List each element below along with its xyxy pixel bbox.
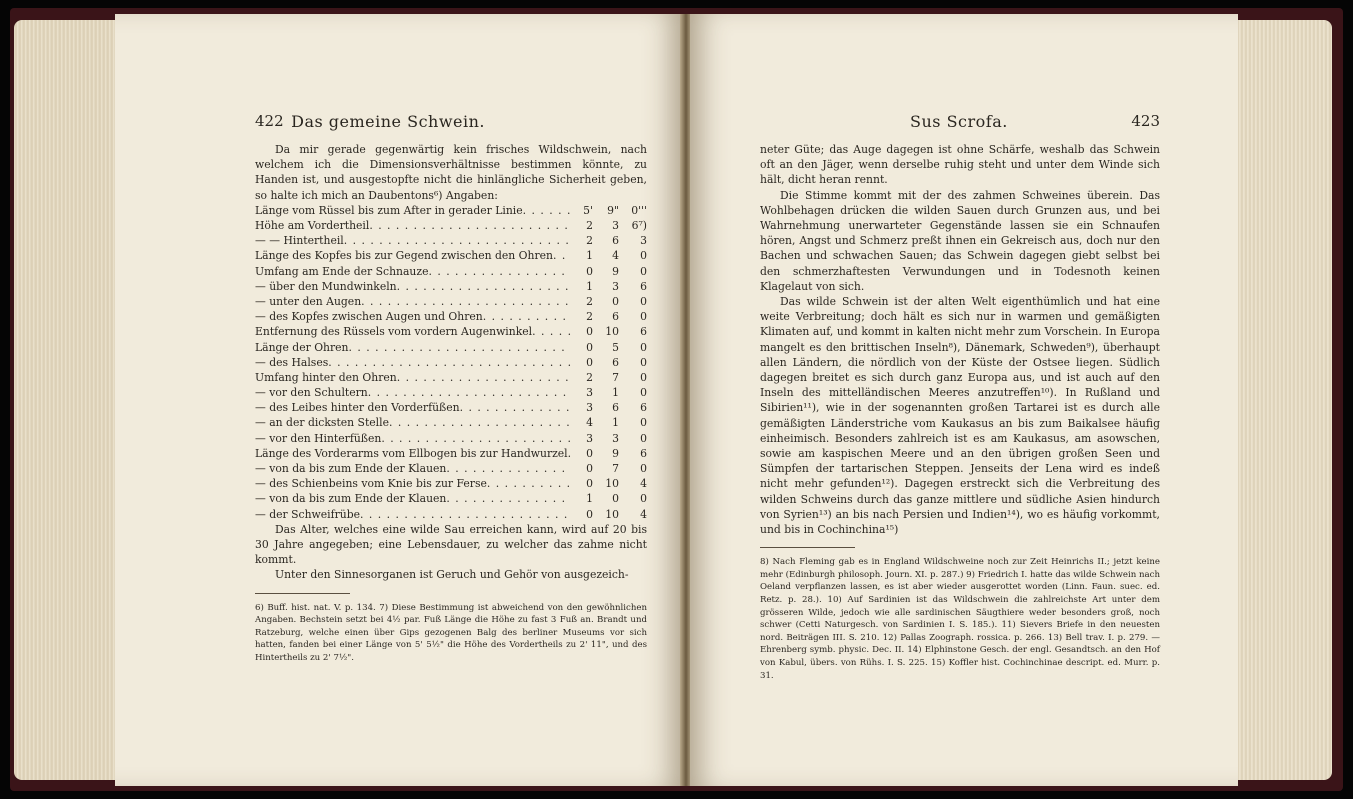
right-body xyxy=(760,142,1160,682)
measurement-label: — der Schweifrübe xyxy=(255,507,361,521)
measurement-lines: 0''' xyxy=(631,203,647,217)
measurement-label: — des Leibes hinter den Vorderfüßen xyxy=(255,401,460,415)
leader-dots xyxy=(523,203,571,218)
measurement-label: Höhe am Vordertheil xyxy=(255,219,370,232)
measurement-feet: 1 xyxy=(586,492,593,506)
left-running-title: Das gemeine Schwein. xyxy=(291,112,485,131)
measurement-row xyxy=(255,370,647,385)
measurement-lines: 0 xyxy=(640,310,647,324)
measurement-feet: 0 xyxy=(586,477,593,491)
measurement-row xyxy=(255,248,647,263)
measurement-row xyxy=(255,507,647,522)
measurement-lines: 6 xyxy=(640,446,647,460)
measurement-inches: 0 xyxy=(612,294,619,308)
leader-dots xyxy=(483,309,571,324)
leader-dots xyxy=(360,507,571,522)
measurement-feet: 0 xyxy=(586,264,593,278)
measurement-row xyxy=(255,415,647,430)
measurement-label: — vor den Schultern xyxy=(255,386,368,400)
measurement-feet: 0 xyxy=(586,340,593,354)
alter-paragraph: Das Alter, welches eine wilde Sau erreichen kann, wird auf 20 bis 30 Jahre angegeben; eine Lebensdauer, zu welcher das zahme nicht kommt. xyxy=(255,522,647,567)
measurement-feet: 2 xyxy=(586,294,593,308)
measurement-feet: 0 xyxy=(586,355,593,369)
measurement-inches: 9" xyxy=(607,203,619,217)
leader-dots xyxy=(553,248,571,263)
measurement-lines: 0 xyxy=(640,370,647,384)
measurement-row xyxy=(255,355,647,370)
measurement-row xyxy=(255,446,647,461)
measurement-table xyxy=(255,203,647,522)
measurement-inches: 3 xyxy=(612,431,619,445)
measurement-inches: 3 xyxy=(612,219,619,232)
leader-dots xyxy=(487,476,571,491)
measurement-label: — des Schienbeins vom Knie bis zur Ferse xyxy=(255,477,487,491)
measurement-row xyxy=(255,233,647,248)
leader-dots xyxy=(328,355,571,370)
leader-dots xyxy=(446,461,571,476)
measurement-feet: 3 xyxy=(586,401,593,415)
measurement-feet: 4 xyxy=(586,416,593,430)
measurement-feet: 1 xyxy=(586,249,593,263)
measurement-lines: 4 xyxy=(640,507,647,521)
measurement-lines: 6⁷) xyxy=(631,219,647,232)
footnote-separator xyxy=(760,547,855,548)
measurement-row xyxy=(255,264,647,279)
measurement-label: — von da bis zum Ende der Klauen xyxy=(255,492,447,506)
measurement-label: Länge des Vorderarms vom Ellbogen bis zur Handwurzel xyxy=(255,446,568,460)
right-paragraph-3: Das wilde Schwein ist der alten Welt eigenthümlich und hat eine weite Verbreitung; doch hält es sich nur in warmen und gemäßigten Klimaten auf, und kommt in kalten nicht mehr zum Vorschein. In Europa mangelt es den brittischen Inseln⁸), Dänemark, Schweden⁹), überhaupt allen Ländern, die nördlich von der Küste der Ostsee liegen. Südlich dagegen breitet es sich durch ganz Europa aus, und ist auch auf den Inseln des mittelländischen Meeres anzutreffen¹⁰). In Rußland und Sibirien¹¹), wie in der sogenannten großen Tartarei ist es durch alle gemäßigten Länderstriche vom Kaukasus an bis zum Baikalsee häufig einheimisch. Besonders zahlreich ist es am Kaukasus, am asowschen, sowie am kaspischen Meere und an den übrigen großen Seen und Sümpfen der tartarischen Steppen. Jenseits der Lena wird es indeß nicht mehr gefunden¹²). Dagegen erstreckt sich die Verbreitung des wilden Schweins durch das ganze mittlere und südliche Asien hindurch von Syrien¹³) an bis nach Persien und Indien¹⁴), wo es häufig vorkommt, und bis in Cochinchina¹⁵) xyxy=(760,295,1160,537)
sinne-paragraph: Unter den Sinnesorganen ist Geruch und Gehör von ausgezeich- xyxy=(275,568,629,582)
leader-dots xyxy=(532,324,571,339)
page-edges-right xyxy=(1232,20,1332,780)
page-edges-left xyxy=(14,20,124,780)
leader-dots xyxy=(381,431,571,446)
measurement-label: — von da bis zum Ende der Klauen xyxy=(255,462,447,475)
leader-dots xyxy=(349,340,572,355)
measurement-row xyxy=(255,218,647,233)
measurement-inches: 0 xyxy=(612,492,619,506)
measurement-inches: 4 xyxy=(612,249,619,263)
measurement-inches: 6 xyxy=(612,401,619,415)
measurement-lines: 6 xyxy=(640,279,647,293)
measurement-lines: 0 xyxy=(640,249,647,263)
measurement-label: — — Hintertheil xyxy=(255,234,344,248)
measurement-label: — an der dicksten Stelle xyxy=(255,416,389,430)
measurement-lines: 0 xyxy=(640,355,647,369)
measurement-inches: 10 xyxy=(605,477,619,491)
measurement-inches: 3 xyxy=(612,279,619,293)
measurement-feet: 3 xyxy=(586,386,593,400)
measurement-row xyxy=(255,476,647,491)
measurement-lines: 6 xyxy=(640,325,647,339)
measurement-inches: 10 xyxy=(605,507,619,521)
measurement-lines: 0 xyxy=(640,294,647,308)
left-page-number: 422 xyxy=(255,112,284,130)
measurement-label: — vor den Hinterfüßen xyxy=(255,431,382,445)
leader-dots xyxy=(389,415,571,430)
measurement-feet: 0 xyxy=(586,325,593,339)
measurement-feet: 0 xyxy=(586,446,593,460)
measurement-row xyxy=(255,491,647,506)
measurement-lines: 0 xyxy=(640,431,647,445)
measurement-row xyxy=(255,340,647,355)
right-page xyxy=(690,14,1238,786)
measurement-inches: 6 xyxy=(612,234,619,248)
measurement-inches: 5 xyxy=(612,340,619,354)
measurement-feet: 2 xyxy=(586,370,593,384)
measurement-row xyxy=(255,431,647,446)
leader-dots xyxy=(397,370,571,385)
measurement-lines: 0 xyxy=(640,492,647,506)
leader-dots xyxy=(397,279,571,294)
measurement-lines: 0 xyxy=(640,416,647,430)
left-body xyxy=(255,142,647,665)
measurement-label: Umfang am Ende der Schnauze xyxy=(255,264,429,278)
left-footnotes: 6) Buff. hist. nat. V. p. 134. 7) Diese Bestimmung ist abweichend von den gewöhnlichen Angaben. Bechstein setzt bei 4½ par. Fuß Länge die Höhe zu fast 3 Fuß an. Brandt und Ratzeburg, welche einen über Gips gezogenen Balg des berliner Museums vor sich hatten, fanden bei einer Länge von 5' 5½" die Höhe des Vordertheils zu 2' 11", und des Hintertheils zu 2' 7½". xyxy=(255,602,647,663)
measurement-label: Länge der Ohren xyxy=(255,340,349,354)
measurement-feet: 0 xyxy=(586,462,593,475)
intro-paragraph: Da mir gerade gegenwärtig kein frisches Wildschwein, nach welchem ich die Dimensionsverhältnisse bestimmen könnte, zu Handen ist, und ausgestopfte nicht die hinlängliche Sicherheit geben, so halte ich mich an Daubentons⁶) Angaben: xyxy=(255,143,647,202)
measurement-label: — des Kopfes zwischen Augen und Ohren xyxy=(255,310,483,324)
measurement-inches: 6 xyxy=(612,310,619,324)
measurement-label: — des Halses xyxy=(255,355,329,369)
measurement-inches: 9 xyxy=(612,264,619,278)
right-page-number: 423 xyxy=(1131,112,1160,130)
measurement-feet: 0 xyxy=(586,507,593,521)
leader-dots xyxy=(428,264,571,279)
measurement-feet: 2 xyxy=(586,234,593,248)
measurement-lines: 3 xyxy=(640,234,647,248)
measurement-inches: 7 xyxy=(612,462,619,475)
measurement-label: Entfernung des Rüssels vom vordern Augenwinkel xyxy=(255,325,533,339)
leader-dots xyxy=(446,491,571,506)
measurement-row xyxy=(255,324,647,339)
right-running-title: Sus Scrofa. xyxy=(910,112,1008,131)
measurement-feet: 5' xyxy=(583,203,593,217)
measurement-row xyxy=(255,385,647,400)
measurement-lines: 0 xyxy=(640,264,647,278)
measurement-lines: 4 xyxy=(640,477,647,491)
leader-dots xyxy=(368,385,571,400)
measurement-inches: 7 xyxy=(612,370,619,384)
footnote-separator xyxy=(255,593,350,594)
measurement-inches: 10 xyxy=(605,325,619,339)
measurement-row xyxy=(255,461,647,476)
measurement-row xyxy=(255,309,647,324)
right-paragraph-1: neter Güte; das Auge dagegen ist ohne Schärfe, weshalb das Schwein oft an den Jäger, wenn derselbe ruhig steht und unter dem Winde sich hält, dicht heran rennt. xyxy=(760,143,1160,187)
measurement-feet: 2 xyxy=(586,219,593,232)
left-page-header xyxy=(255,112,635,131)
measurement-inches: 9 xyxy=(612,446,619,460)
measurement-inches: 1 xyxy=(612,416,619,430)
left-page xyxy=(115,14,682,786)
leader-dots xyxy=(361,294,571,309)
measurement-label: — unter den Augen xyxy=(255,294,362,308)
measurement-lines: 0 xyxy=(640,462,647,475)
measurement-label: Länge des Kopfes bis zur Gegend zwischen den Ohren xyxy=(255,249,553,263)
right-paragraph-2: Die Stimme kommt mit der des zahmen Schweines überein. Das Wohlbehagen drücken die wilden Sauen durch Grunzen aus, und bei Wahrnehmung unerwarteter Gegenstände lassen sie ein Schnaufen hören, Angst und Schmerz preßt ihnen ein Gekreisch aus, doch nur den Bachen und schwachen Sauen; das Schwein dagegen giebt selbst bei den schmerzhaftesten Verwundungen und in Todesnoth keinen Klagelaut von sich. xyxy=(760,188,1160,293)
measurement-label: — über den Mundwinkeln xyxy=(255,279,397,293)
leader-dots xyxy=(460,400,571,415)
leader-dots xyxy=(369,218,571,233)
measurement-inches: 1 xyxy=(612,386,619,400)
measurement-row xyxy=(255,294,647,309)
measurement-lines: 6 xyxy=(640,401,647,415)
leader-dots xyxy=(344,233,571,248)
right-footnotes: 8) Nach Fleming gab es in England Wildschweine noch zur Zeit Heinrichs II.; jetzt keine mehr (Edinburgh philosoph. Journ. XI. p. 287.) 9) Friedrich I. hatte das wilde Schwein nach Oeland verpflanzen lassen, es ist aber wieder ausgerottet worden (Linn. Faun. suec. ed. Retz. p. 28.). 10) Auf Sardinien ist das Wildschwein die zahlreichste Art unter dem grösseren Wilde, jedoch wie alle sardinischen Säugthiere weder besonders groß, noch schwer (Cetti Naturgesch. von Sardinien I. S. 185.). 11) Sievers Briefe in den neuesten nord. Beiträgen III. S. 210. 12) Pallas Zoograph. rossica. p. 266. 13) Bell trav. I. p. 279. — Ehrenberg symb. physic. Dec. II. 14) Elphinstone Gesch. der engl. Gesandtsch. an den Hof von Kabul, übers. von Rühs. I. S. 225. 15) Koffler hist. Cochinchinae descript. ed. Murr. p. 31. xyxy=(760,557,1160,681)
measurement-row xyxy=(255,400,647,415)
measurement-lines: 0 xyxy=(640,386,647,400)
right-page-header xyxy=(760,112,1160,131)
measurement-row xyxy=(255,203,647,218)
measurement-inches: 6 xyxy=(612,355,619,369)
measurement-feet: 3 xyxy=(586,431,593,445)
measurement-feet: 2 xyxy=(586,310,593,324)
measurement-label: Länge vom Rüssel bis zum After in gerader Linie xyxy=(255,203,523,217)
measurement-lines: 0 xyxy=(640,340,647,354)
measurement-row xyxy=(255,279,647,294)
measurement-label: Umfang hinter den Ohren xyxy=(255,370,397,384)
measurement-feet: 1 xyxy=(586,279,593,293)
